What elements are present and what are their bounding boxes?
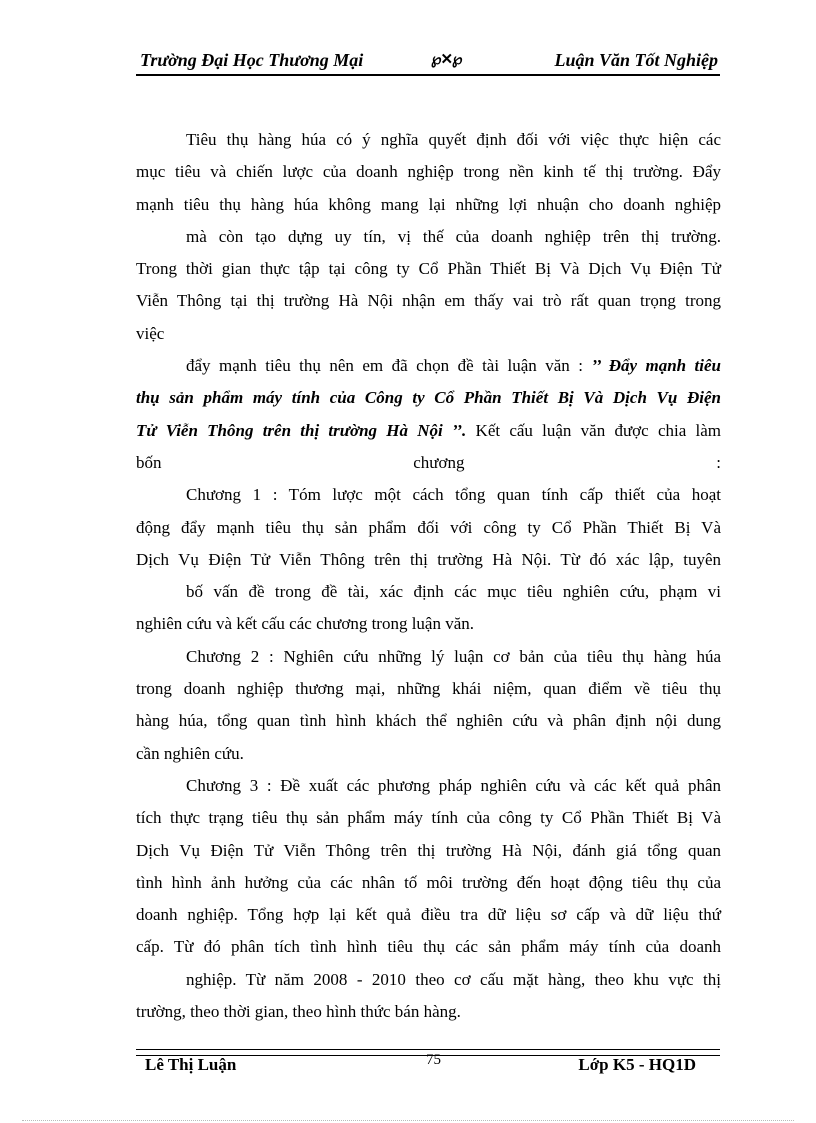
thesis-topic: Tử Viễn Thông trên thị trường Hà Nội ’’.	[136, 420, 467, 440]
text-line: Chương 2 : Nghiên cứu những lý luận cơ bản của tiêu thụ hàng húa	[186, 646, 721, 666]
footer-class: Lớp K5 - HQ1D	[578, 1055, 696, 1074]
text-line: Dịch Vụ Điện Tử Viễn Thông trên thị trường Hà Nội. Từ đó xác lập, tuyên	[136, 549, 721, 569]
text-line: bốn chương :	[136, 452, 721, 472]
text-line: nghiên cứu và kết cấu các chương trong luận văn.	[136, 614, 475, 634]
footer-author: Lê Thị Luận	[145, 1055, 237, 1074]
text-line: Dịch Vụ Điện Tử Viễn Thông trên thị trường Hà Nội, đánh giá tổng quan	[136, 840, 721, 860]
text-segment: Kết cấu luận văn được chia làm	[466, 420, 721, 440]
page-header	[136, 48, 720, 76]
text-line: cấp. Từ đó phân tích tình hình tiêu thụ các sản phẩm máy tính của doanh	[136, 937, 721, 957]
text-line: tích thực trạng tiêu thụ sản phẩm máy tính của công ty Cổ Phần Thiết Bị Và	[136, 808, 721, 828]
header-ornament-icon: ℘✕℘	[431, 52, 462, 68]
text-line: bố vấn đề trong đề tài, xác định các mục tiêu nghiên cứu, phạm vi	[186, 582, 721, 602]
text-line: Viễn Thông tại thị trường Hà Nội nhận em thấy vai trò rất quan trọng trong	[136, 291, 721, 311]
text-line: nghiệp. Từ năm 2008 - 2010 theo cơ cấu mặt hàng, theo khu vực thị	[186, 969, 721, 989]
text-line: tình hình ảnh hưởng của các nhân tố môi trường đến hoạt động tiêu thụ của	[136, 872, 721, 892]
header-university: Trường Đại Học Thương Mại	[140, 50, 364, 70]
text-line: trong doanh nghiệp thương mại, những khái niệm, quan điểm về tiêu thụ	[136, 679, 721, 699]
thesis-topic: ’’ Đẩy mạnh tiêu	[591, 356, 722, 376]
header-thesis-title: Luận Văn Tốt Nghiệp	[554, 50, 718, 70]
text-line: Tiêu thụ hàng húa có ý nghĩa quyết định đối với việc thực hiện các	[186, 130, 721, 149]
text-line: doanh nghiệp. Tổng hợp lại kết quả điều tra dữ liệu sơ cấp và dữ liệu thứ	[136, 905, 721, 925]
text-line: mà còn tạo dựng uy tín, vị thế của doanh nghiệp trên thị trường.	[186, 226, 721, 246]
text-line: động đẩy mạnh tiêu thụ sản phẩm đối với công ty Cổ Phần Thiết Bị Và	[136, 517, 721, 537]
thesis-topic: thụ sản phẩm máy tính của Công ty Cổ Phần Thiết Bị Và Dịch Vụ Điện	[136, 388, 721, 408]
text-line	[136, 350, 721, 382]
page-number: 75	[426, 1052, 441, 1068]
text-line: trường, theo thời gian, theo hình thức bán hàng.	[136, 1002, 461, 1022]
text-line: cần nghiên cứu.	[136, 743, 244, 763]
text-line	[136, 415, 721, 447]
text-line: Chương 1 : Tóm lược một cách tổng quan tính cấp thiết của hoạt	[186, 485, 721, 505]
text-line: việc	[136, 323, 165, 343]
text-line: Chương 3 : Đề xuất các phương pháp nghiên cứu và các kết quả phân	[186, 775, 721, 795]
text-line: Trong thời gian thực tập tại công ty Cổ Phần Thiết Bị Và Dịch Vụ Điện Tử	[136, 259, 721, 279]
text-segment: đẩy mạnh tiêu thụ nên em đã chọn đề tài luận văn :	[186, 356, 592, 376]
page-edge-divider	[22, 1120, 794, 1121]
text-line: hàng húa, tổng quan tình hình khách thể nghiên cứu và phân định nội dung	[136, 711, 721, 731]
body-text	[136, 124, 721, 1028]
text-line: mục tiêu và chiến lược của doanh nghiệp trong nền kinh tế thị trường. Đẩy	[136, 162, 721, 182]
text-line: mạnh tiêu thụ hàng húa không mang lại những lợi nhuận cho doanh nghiệp	[136, 194, 721, 214]
